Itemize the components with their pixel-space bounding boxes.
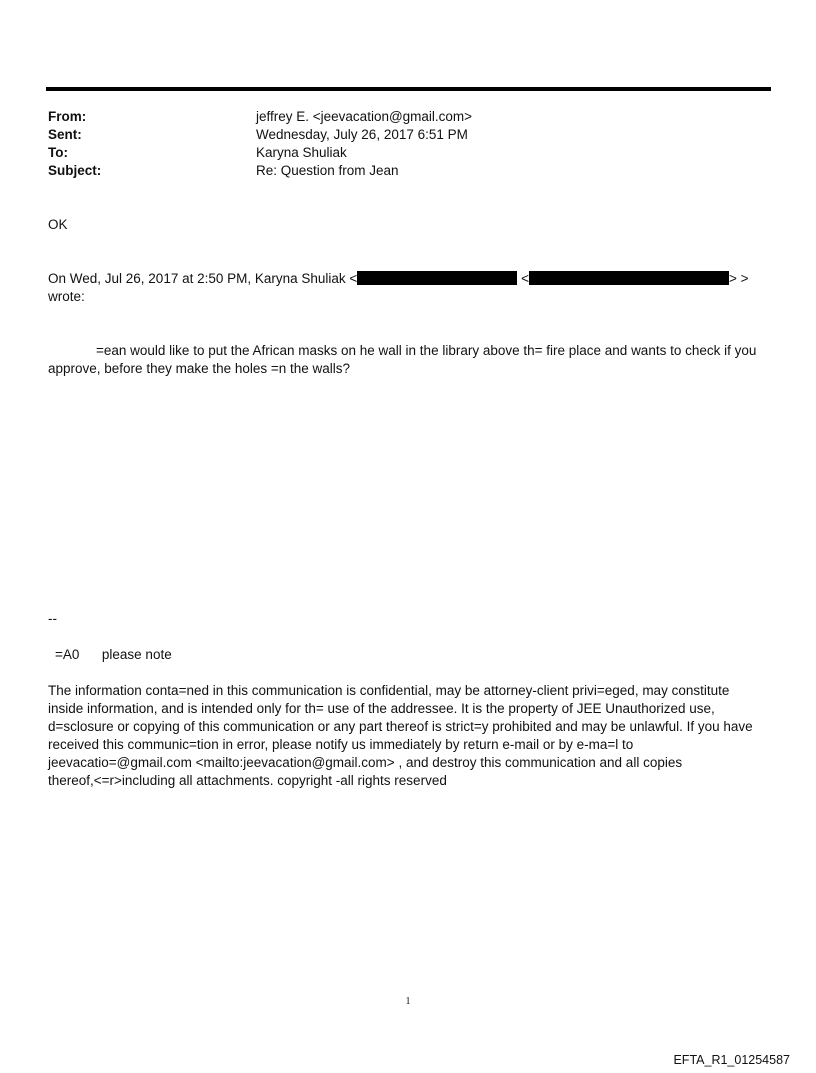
to-label: To: [48,145,68,160]
disclaimer-line: thereof,<=r>including all attachments. copyright -all rights reserved [48,773,447,788]
signature-note: =A0 please note [55,647,172,662]
to-value: Karyna Shuliak [256,145,347,160]
quoted-line-2: approve, before they make the holes =n the walls? [48,361,351,376]
disclaimer-line: The information conta=ned in this communication is confidential, may be attorney-client privi=eged, may constitute [48,683,730,698]
quote-intro [48,270,749,288]
disclaimer [48,682,778,790]
disclaimer-line: d=sclosure or copying of this communication or any part thereof is strict=y prohibited and may be unlawful. If you have [48,719,753,734]
redaction-bar [357,271,517,285]
quote-intro-mid: < [521,271,529,286]
quote-intro-end: > > [728,271,749,286]
disclaimer-line: jeevacatio=@gmail.com <mailto:jeevacation@gmail.com> , and destroy this communication and all copies [48,755,683,770]
quote-intro-start: On Wed, Jul 26, 2017 at 2:50 PM, Karyna Shuliak < [48,271,358,286]
subject-label: Subject: [48,163,102,178]
page-number: 1 [405,996,411,1007]
header-rule [46,87,771,91]
sent-label: Sent: [48,127,82,142]
disclaimer-line: received this communic=tion in error, please notify us immediately by return e-mail or by e-ma=l to [48,737,634,752]
disclaimer-line: inside information, and is intended only for th= use of the addressee. It is the property of JEE Unauthorized use, [48,701,715,716]
document-id: EFTA_R1_01254587 [673,1053,790,1067]
signature-dashes: -- [48,611,57,626]
redaction-bar [529,271,729,285]
subject-value: Re: Question from Jean [256,163,399,178]
sent-value: Wednesday, July 26, 2017 6:51 PM [256,127,468,142]
from-label: From: [48,109,87,124]
reply-text: OK [48,217,68,232]
quote-intro-wrote: wrote: [48,289,85,304]
quoted-line-1: =ean would like to put the African masks on he wall in the library above th= fire place and wants to check if you [96,343,757,358]
from-value: jeffrey E. <jeevacation@gmail.com> [256,109,473,124]
